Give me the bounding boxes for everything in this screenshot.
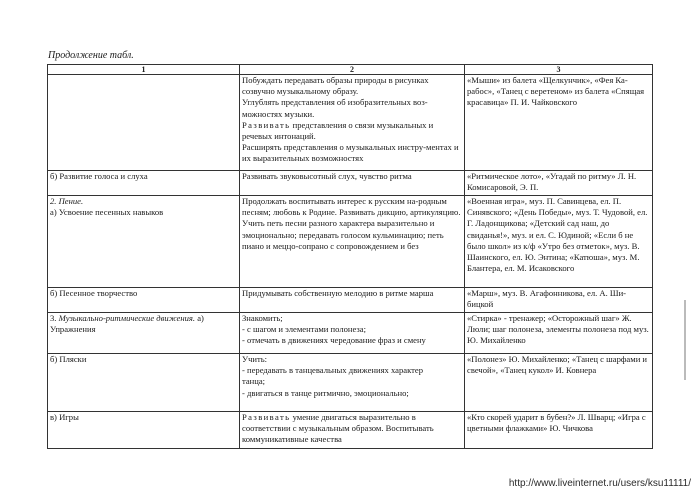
task-line: - с шагом и элементами полонеза; bbox=[242, 324, 367, 335]
table-row bbox=[48, 196, 653, 288]
section-number: 3. bbox=[50, 313, 59, 323]
row-1-section bbox=[48, 75, 240, 171]
task-text: представления о связи музыкальных и речевых интонаций. bbox=[242, 119, 434, 142]
spaced-verb: Развивать bbox=[242, 119, 291, 130]
scan-edge-mark bbox=[684, 300, 686, 380]
task-line: Расширять представления о музыкальных инстру-ментах и их выразительных возможностях bbox=[242, 142, 459, 164]
table-row bbox=[48, 412, 653, 449]
section-title: Музыкально-ритмические движения. bbox=[58, 313, 196, 323]
row-6-tasks bbox=[240, 354, 465, 412]
subsection-title: а) Усвоение песенных навыков bbox=[50, 207, 164, 218]
row-2-repertoire: «Ритмическое лото», «Угадай по ритму» Л. Н. Комисаровой, Э. П. bbox=[465, 171, 653, 196]
row-5-section bbox=[48, 313, 240, 354]
task-line: танца; bbox=[242, 376, 266, 387]
table-row bbox=[48, 354, 653, 412]
header-col-1: 1 bbox=[48, 65, 240, 75]
row-3-repertoire: «Военная игра», муз. П. Савинцева, ел. П. Синявского; «День Победы», муз. Т. Чудовой, ел. Г. Ладонщикова; «Детский сад наш, до свиданья!», муз. и ел. С. Юдиной; «Если б не было школ» из к/ф «Утро без отметок», муз. В. Шаинского, ел. Ю. Энтина; «Катюша», муз. М. Блантера, ел. М. Исаковского bbox=[465, 196, 653, 288]
source-url: http://www.liveinternet.ru/users/ksu11111/ bbox=[508, 478, 691, 489]
task-line bbox=[242, 120, 462, 142]
row-2-tasks: Развивать звуковысотный слух, чувство ритма bbox=[240, 171, 465, 196]
row-1-repertoire: «Мыши» из балета «Щелкунчик», «Фея Ка-рабос», «Танец с веретеном» из балета «Спящая красавица» П. И. Чайковского bbox=[465, 75, 653, 171]
task-line: - отмечать в движениях чередование фраз и смену bbox=[242, 335, 426, 346]
row-5-tasks bbox=[240, 313, 465, 354]
row-3-tasks: Продолжать воспитывать интерес к русским на-родным песням; любовь к Родине. Развивать дикцию, артикуляцию. Учить петь песни разного характера выразительно и эмоционально; передавать голосом кульминацию; петь пиано и меццо-сопрано с сопровождением и без bbox=[240, 196, 465, 288]
task-text: умение двигаться выразительно в соответствии с музыкальным образом. Воспитывать коммуникативные качества bbox=[242, 412, 434, 445]
task-line: Побуждать передавать образы природы в рисунках созвучно музыкальному образу. bbox=[242, 75, 429, 97]
row-7-section: в) Игры bbox=[48, 412, 240, 449]
row-7-repertoire: «Кто скорей ударит в бубен?» Л. Шварц; «Игра с цветными флажками» Ю. Чичкова bbox=[465, 412, 653, 449]
table-row bbox=[48, 313, 653, 354]
task-line: - передавать в танцевальных движениях характер bbox=[242, 365, 424, 376]
task-line: Углублять представления об изобразительных воз-можностях музыки. bbox=[242, 97, 428, 119]
task-line: Знакомить; bbox=[242, 313, 283, 323]
row-3-section bbox=[48, 196, 240, 288]
row-6-section: б) Пляски bbox=[48, 354, 240, 412]
table-caption: Продолжение табл. bbox=[48, 50, 134, 61]
row-6-repertoire: «Полонез» Ю. Михайленко; «Танец с шарфами и свечой», «Танец кукол» И. Ковнера bbox=[465, 354, 653, 412]
row-4-section: б) Песенное творчество bbox=[48, 288, 240, 313]
row-4-repertoire: «Марш», муз. В. Агафонникова, ел. А. Ши-бицкой bbox=[465, 288, 653, 313]
section-title: 2. Пение. bbox=[50, 196, 84, 206]
row-5-repertoire: «Стирка» - тренажер; «Осторожный шаг» Ж. Люли; шаг полонеза, элементы полонеза под муз. Ю. Михайленко bbox=[465, 313, 653, 354]
row-4-tasks: Придумывать собственную мелодию в ритме марша bbox=[240, 288, 465, 313]
spaced-verb: Развивать bbox=[242, 412, 291, 422]
row-2-section: б) Развитие голоса и слуха bbox=[48, 171, 240, 196]
task-line: - двигаться в танце ритмично, эмоционально; bbox=[242, 387, 409, 398]
table-row bbox=[48, 75, 653, 171]
subsection-title: а) Упражнения bbox=[50, 313, 204, 335]
row-1-tasks bbox=[240, 75, 465, 171]
table-row bbox=[48, 288, 653, 313]
task-line: Учить: bbox=[242, 354, 268, 364]
header-col-2: 2 bbox=[240, 65, 465, 75]
header-row bbox=[48, 65, 653, 75]
program-table bbox=[47, 64, 653, 449]
table-row bbox=[48, 171, 653, 196]
header-col-3: 3 bbox=[465, 65, 653, 75]
row-7-tasks bbox=[240, 412, 465, 449]
